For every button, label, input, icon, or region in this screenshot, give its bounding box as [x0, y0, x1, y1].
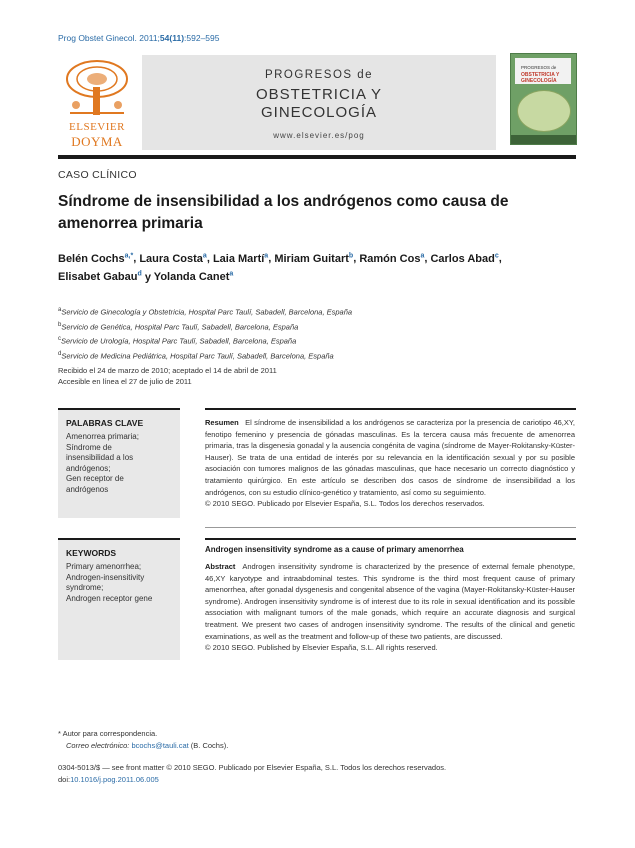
- abstract-en-label: Abstract: [205, 562, 236, 571]
- abstract-es-rule: [205, 408, 576, 410]
- keywords-es-list: [66, 432, 178, 495]
- affiliation: $^d$Servicio de Medicina Pediátrica, Hospital Parc Taulí, Sabadell, Barcelona, España: [58, 350, 334, 360]
- keyword: andrógenos;: [66, 463, 111, 473]
- citation-volume: 54(11): [159, 33, 185, 43]
- doi-prefix: doi:: [58, 775, 71, 784]
- affiliation: $^c$Servicio de Urología, Hospital Parc Taulí, Sabadell, Barcelona, España: [58, 336, 297, 346]
- corresponding-author-footnote: [58, 728, 228, 752]
- keyword: Androgen-insensitivity: [66, 572, 145, 582]
- tree-icon: [62, 59, 132, 117]
- author[interactable]: Ramón Cos$^a$: [359, 252, 425, 265]
- abstract-es: [205, 417, 575, 510]
- author[interactable]: Laura Costa$^a$: [139, 252, 207, 265]
- section-label: CASO CLÍNICO: [58, 169, 137, 181]
- author[interactable]: Elisabet Gabau$^d$: [58, 270, 142, 284]
- keyword: Gen receptor de: [66, 474, 124, 483]
- abstract-en-rule: [205, 538, 576, 540]
- keyword: andrógenos: [66, 484, 109, 494]
- article-dates: [58, 365, 277, 387]
- publisher-name: ELSEVIER: [69, 121, 125, 133]
- email-suffix: (B. Cochs).: [190, 741, 229, 750]
- english-title: Androgen insensitivity syndrome as a cause of primary amenorrhea: [205, 545, 464, 554]
- author[interactable]: Belén Cochs$^{a,*}$: [58, 252, 134, 265]
- cover-image: [517, 90, 571, 132]
- abstract-en-text: Androgen insensitivity syndrome is characterized by the presence of external female phenotype, 46,XY karyotype and intraabdominal testes. This syndrome is the third most frequent cause of primary amenorrhea, after gonadal dysgenesis and congenital absence of the vagina (Mayer-Rokitansky-Küster-Hauser syndrome). Androgen insensitivity syndrome is of interest due to its role in sexual identification and its possible association with malignant tumors of the male gonads, which require an accurate diagnosis and surgical treatment. We present two cases of androgen insensitivity syndrome. The results of the clinical and genetic examinations, as well as the treatment and follow-up of these two patients, are discussed.: [205, 562, 575, 641]
- affiliation: $^b$Servicio de Genética, Hospital Parc Taulí, Sabadell, Barcelona, España: [58, 321, 299, 331]
- elsevier-logo: [58, 55, 136, 150]
- abstract-es-label: Resumen: [205, 418, 239, 427]
- abstract-en: [205, 561, 575, 654]
- abstract-es-copyright: © 2010 SEGO. Publicado por Elsevier España, S.L. Todos los derechos reservados.: [205, 499, 485, 509]
- journal-name-line1: PROGRESOS de: [264, 69, 374, 81]
- footnote-marker: *: [58, 729, 61, 738]
- keywords-en-heading: KEYWORDS: [66, 548, 117, 558]
- keyword: insensibilidad a los: [66, 453, 134, 462]
- header-divider: [58, 155, 576, 159]
- issn-block: [58, 762, 446, 786]
- affiliation: $^a$Servicio de Ginecología y Obstetricia, Hospital Parc Taulí, Sabadell, Barcelona, España: [58, 307, 353, 317]
- footnote-text: Autor para correspondencia.: [62, 729, 158, 738]
- keywords-en-box: [58, 538, 180, 660]
- keyword: Amenorrea primaria;: [66, 432, 139, 441]
- author[interactable]: Yolanda Canet$^a$: [153, 270, 234, 284]
- citation-pages: :592–595: [184, 33, 220, 43]
- publisher-imprint: DOYMA: [71, 134, 123, 149]
- author[interactable]: Carlos Abad$^c$: [430, 252, 499, 265]
- keyword: syndrome;: [66, 583, 104, 592]
- author-list: Belén Cochs$^{a,*}$, Laura Costa$^a$, Laia Martí$^a$, Miriam Guitart$^b$, Ramón Cos$^a$, Carlos Abad$^c$, Elisabet Gabau$^d$ y Yolanda Canet$^a$: [58, 252, 502, 284]
- doi-link[interactable]: 10.1016/j.pog.2011.06.005: [70, 775, 159, 784]
- email-link[interactable]: bcochs@tauli.cat: [131, 741, 189, 750]
- article-title: Síndrome de insensibilidad a los andrógenos como causa de amenorrea primaria: [58, 193, 509, 232]
- email-label: Correo electrónico:: [66, 741, 130, 750]
- cover-small-text: PROGRESOS de: [521, 65, 557, 70]
- journal-masthead: [142, 55, 496, 150]
- keyword: Androgen receptor gene: [66, 593, 153, 603]
- journal-website[interactable]: www.elsevier.es/pog: [273, 131, 365, 140]
- journal-cover-thumbnail: [510, 53, 577, 145]
- citation-journal: Prog Obstet Ginecol.: [58, 33, 137, 43]
- affiliation-list: [58, 304, 352, 362]
- journal-name-line2: OBSTETRICIA Y: [255, 86, 383, 103]
- abstract-en-copyright: © 2010 SEGO. Published by Elsevier España, S.L. All rights reserved.: [205, 643, 438, 653]
- keywords-es-box: [58, 408, 180, 518]
- citation-year: 2011;: [139, 33, 160, 43]
- keywords-es-heading: PALABRAS CLAVE: [66, 418, 144, 428]
- cover-title-band: [515, 58, 571, 84]
- journal-name-line3: GINECOLOGÍA: [260, 104, 378, 121]
- abstract-es-text: El síndrome de insensibilidad a los andrógenos se caracteriza por la presencia de cariotipo 46,XY, fenotipo femenino y presencia de gónadas masculinas. Es la tercera causa más frecuente de amenorrea primaria, tras la disgenesia gonadal y la ausencia congénita de vagina (síndrome de Mayer-Rokitansky-Küster-Hauser). Se trata de una entidad de interés por su relevancia en la identificación sexual y por su posible asociación con tumores malignos de las gónadas masculinas, que hace necesario un correcto diagnóstico y tratamiento quirúrgico. En este artículo se describen dos casos de síndrome de insensibilidad a los andrógenos, con su estudio clínico-genético y tratamiento, así como su seguimiento.: [205, 418, 575, 497]
- keywords-en-list: [66, 562, 178, 604]
- issn-line: 0304-5013/$ — see front matter © 2010 SEGO. Publicado por Elsevier España, S.L. Todos los derechos reservados.: [58, 763, 447, 772]
- keyword: Primary amenorrhea;: [66, 562, 142, 571]
- author[interactable]: Miriam Guitart$^b$: [274, 252, 354, 265]
- cover-title-text: OBSTETRICIA Y GINECOLOGÍA: [521, 72, 560, 84]
- keyword: Síndrome de: [66, 442, 112, 452]
- online-date: Accesible en línea el 27 de julio de 2011: [58, 377, 192, 386]
- abstract-es-end-rule: [205, 527, 576, 528]
- citation-line[interactable]: [58, 33, 219, 43]
- cover-bottom-bar: [511, 135, 576, 144]
- author[interactable]: Laia Martí$^a$: [212, 252, 269, 265]
- received-date: Recibido el 24 de marzo de 2010; aceptado el 14 de abril de 2011: [58, 366, 277, 375]
